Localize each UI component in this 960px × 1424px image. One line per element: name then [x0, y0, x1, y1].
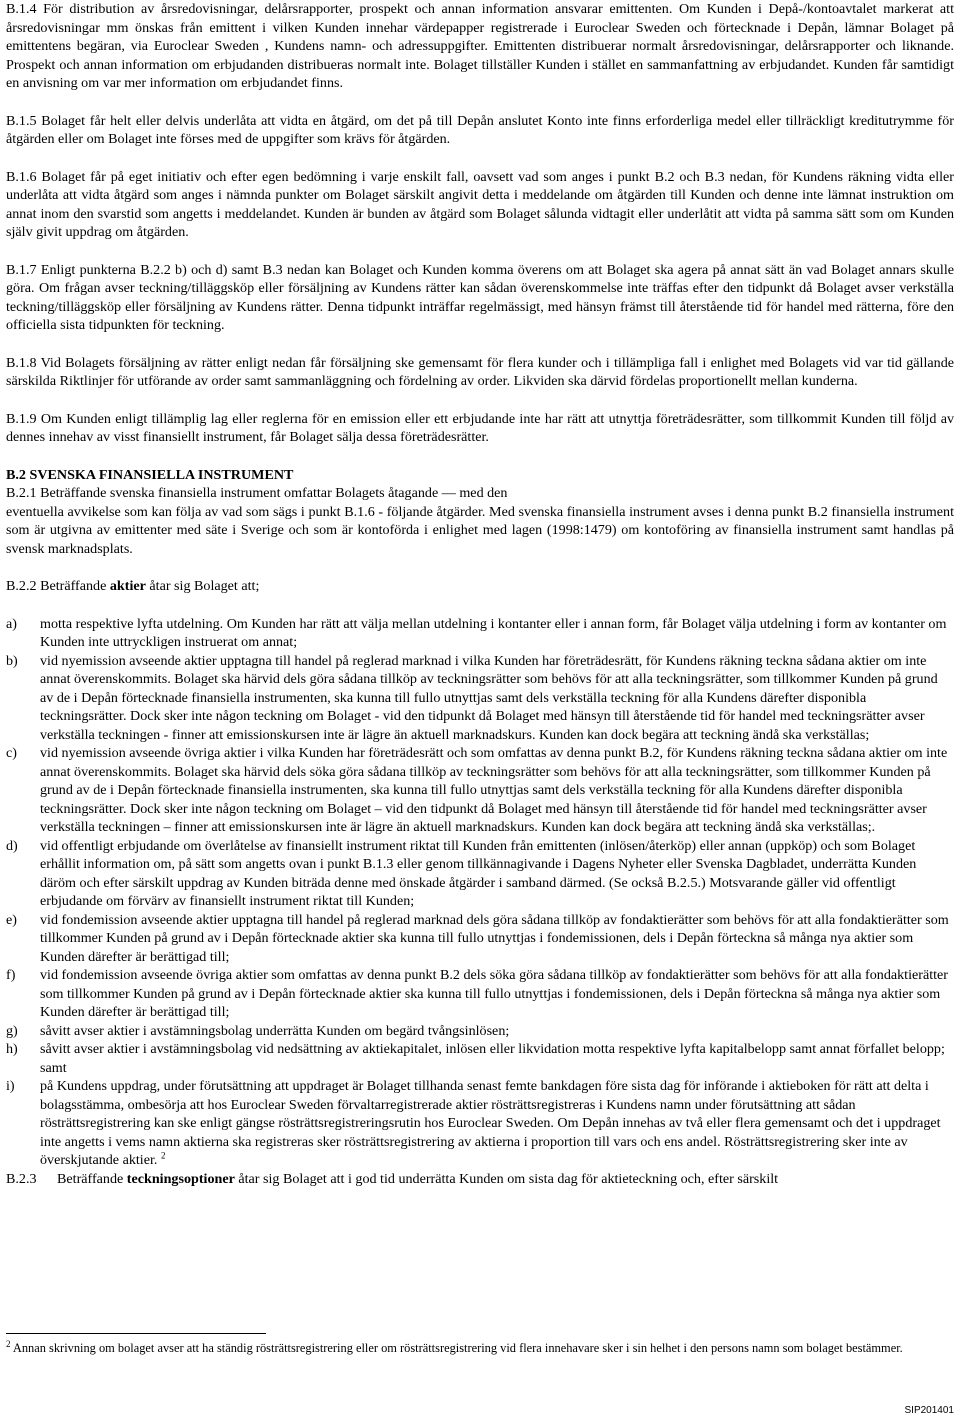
b22-prefix: B.2.2 Beträffande [6, 578, 110, 594]
paragraph-b18: B.1.8 Vid Bolagets försäljning av rätter enligt nedan får försäljning ske gemensamt för flera kunder och i tillämpliga fall i enlighet med Bolagets vid var tid gällande särskilda Riktlinjer för utförande av order samt sammanläggning och fördelning av order. Likviden ska därvid fördelas proportionellt mellan kunderna. [6, 354, 954, 389]
list-item-text: på Kundens uppdrag, under förutsättning att uppdraget är Bolaget tillhanda senast femte bankdagen före sista dag för införande i aktieboken för rätt att delta i bolagsstämma, ombesörja att hos Euroclear Sweden förvaltarregistrerade aktier rösträttsregistreras i Kundens namn under förutsättning att sådan rösträttsregistrering kan ske enligt gängse rösträttsregistreringsrutin hos Euroclear Sweden. Om Depån innehas av två eller flera gemensamt och det i uppdraget inte angetts i vems namn aktierna ska registreras sker rösträttsregistrering av aktierna i proportion till vars och ens andel. Rösträttsregistrering sker inte av överskjutande aktier. [40, 1078, 941, 1168]
list-item-text: vid fondemission avseende aktier upptagna till handel på reglerad marknad dels göra sådana tillköp av fondaktierätter som behövs för att alla fondaktierätter som tillkommer Kunden på grund av i Depån förtecknade aktier ska kunna till fullo utnyttjas i fondemissionen, dels i Depån förteckna så många nya aktier som Kunden därefter är berättigad till; [40, 911, 949, 965]
paragraph-b19: B.1.9 Om Kunden enligt tillämplig lag eller reglerna för en emission eller ett erbjudande inte har rätt att utnyttja företrädesrätter, som tillkommit Kunden till följd av dennes innehav av visst finansiellt instrument, får Bolaget sälja dessa företrädesrätter. [6, 410, 954, 445]
list-item [6, 615, 954, 652]
list-item-mark: a) [6, 615, 17, 632]
list-item-text: vid nyemission avseende övriga aktier i vilka Kunden har företrädesrätt och som omfattas av denna punkt B.2, för Kundens räkning teckna sådana aktier om inte annat överenskommits. Bolaget ska härvid dels söka göra sådana tillköp av teckningsrätter som behövs för att alla teckningsrätter, som tillkommer Kunden på grund av de i Depån förtecknade finansiella instrumenten, ska kunna till fullo utnyttjas samt dels verkställa teckning för alla Kundens därefter disponibla teckningsrätter. Dock sker inte någon teckning om Bolaget – vid den tidpunkt då Bolaget med hänsyn till återstående tid för handel med teckningsrätter avser verkställa teckningen – finner att emissionskursen inte är lägre än aktuell marknadskurs. Kunden kan dock begära att teckning ändå ska verkställas;. [40, 745, 948, 835]
list-item [6, 1077, 954, 1170]
b23-number: B.2.3 [6, 1170, 37, 1187]
list-item-text: såvitt avser aktier i avstämningsbolag underrätta Kunden om begärd tvångsinlösen; [40, 1022, 510, 1039]
footnote-divider [6, 1333, 266, 1334]
list-item-mark: b) [6, 652, 18, 669]
list-item-text: vid offentligt erbjudande om överlåtelse av finansiellt instrument riktat till Kunden från emittenten (inlösen/återköp) eller annan (uppköp) och som Bolaget erhållit information om, på sätt som angetts ovan i punkt B.1.3 eller genom tillkännagivande i Dagens Nyheter eller Svenska Dagbladet, underrätta Kunden däröm och efter särskilt uppdrag av Kunden biträda denne med önskade åtgärder i samband därmed. (Se också B.2.5.) Motsvarande gäller vid offentligt erbjudande om förvärv av finansiellt instrument riktat till Kunden; [40, 837, 917, 909]
list-item-text: vid fondemission avseende övriga aktier som omfattas av denna punkt B.2 dels söka göra sådana tillköp av fondaktierätter som behövs för att alla fondaktierätter som tillkommer Kunden på grund av i Depån förtecknade aktier ska kunna till fullo utnyttjas i fondemissionen, dels i Depån förteckna så många nya aktier som Kunden därefter är berättigad till; [40, 967, 949, 1020]
paragraph-b22 [6, 577, 954, 596]
list-item-mark: d) [6, 837, 18, 854]
list-item [6, 652, 954, 745]
paragraph-b15: B.1.5 Bolaget får helt eller delvis underlåta att vidta en åtgärd, om det på till Depån anslutet Konto inte finns erforderliga medel eller tillräckligt kreditutrymme för åtgärden eller om Bolaget inte förses med de uppgifter som krävs för åtgärden. [6, 112, 954, 147]
paragraph-b21: eventuella avvikelse som kan följa av vad som sägs i punkt B.1.6 - följande åtgärder. Med svenska finansiella instrument avses i denna punkt B.2 finansiella instrument som är utgivna av emittenter med säte i Sverige och som är kontoförda i enlighet med lagen (1998:1479) om kontoföring av finansiella instrument samt handlas på svensk marknadsplats. [6, 503, 954, 557]
list-item-mark: e) [6, 911, 17, 928]
list-item-text: såvitt avser aktier i avstämningsbolag vid nedsättning av aktiekapitalet, inlösen eller likvidation motta respektive lyfta kapitalbelopp samt annat förfallet belopp; samt [40, 1041, 945, 1076]
list-item [6, 744, 954, 837]
list-item [6, 1022, 954, 1041]
list-item-mark: h) [6, 1041, 18, 1057]
list-item-mark: i) [6, 1078, 15, 1094]
footnote-text: Annan skrivning om bolaget avser att ha ständig rösträttsregistrering eller om rösträttsregistrering vid flera innehavare sker i sin helhet i den persons namn som bolaget bestämmer. [10, 1341, 903, 1355]
list-item [6, 911, 954, 967]
paragraph-b16: B.1.6 Bolaget får på eget initiativ och efter egen bedömning i varje enskilt fall, oavsett vad som anges i punkt B.2 och B.3 nedan, för Kundens räkning vidta eller underlåta att vidta åtgärd som anges i nämnda punkter om Bolaget särskilt angivit detta i meddelande om åtgärden till Kunden och denne inte lämnat instruktion om annat inom den svarstid som angetts i meddelandet. Kunden är bunden av åtgärd som Bolaget sålunda vidtagit eller underlåtit att vidta på samma sätt som om Kunden själv givit uppdrag om åtgärden. [6, 168, 954, 240]
paragraph-b14: B.1.4 För distribution av årsredovisningar, delårsrapporter, prospekt och annan information ansvarar emittenten. Om Kunden i Depå-/kontoavtalet markerat att årsredovisningar mm önskas från emittent i vilken Kunden innehar värdepapper registrerade i Euroclear Sweden och förtecknade i Depån, lämnar Bolaget på emittentens begäran, via Euroclear Sweden , Kundens namn- och adressuppgifter. Emittenten distribuerar normalt årsredovisningar, delårsrapporter och liknande. Prospekt och annan information om erbjudanden distribueras normalt inte. Bolaget tillställer Kunden i stället en sammanfattning av erbjudandet. Kunden får samtidigt en anvisning om var mer information om erbjudandet finns. [6, 1, 954, 91]
document-code: SIP201401 [904, 1405, 954, 1416]
list-item [6, 837, 954, 911]
list-item [6, 966, 954, 1022]
list-item-text: motta respektive lyfta utdelning. Om Kunden har rätt att välja mellan utdelning i kontanter eller i annan form, får Bolaget välja utdelning i form av kontanter om Kunden inte uttryckligen instruerat om annat; [40, 615, 947, 650]
footnote [6, 1340, 906, 1357]
b22-suffix: åtar sig Bolaget att; [145, 578, 260, 594]
list-item-mark: g) [6, 1022, 18, 1039]
paragraph-b21-line1: B.2.1 Beträffande svenska finansiella instrument omfattar Bolagets åtagande — med den [6, 485, 508, 501]
paragraph-b17: B.1.7 Enligt punkterna B.2.2 b) och d) samt B.3 nedan kan Bolaget och Kunden komma överens om att Bolaget ska agera på annat sätt än vad Bolaget annars skulle göra. Om frågan avser teckning/tilläggsköp eller försäljning av Kundens rätter kan sådan överenskommelse inte träffas efter den tidpunkt då Bolaget avser verkställa teckning/tilläggsköp eller försäljning av Kundens rätter. Denna tidpunkt inträffar regelmässigt, med hänsyn främst till återstående tid för handel med rätterna, före den officiella sista tidpunkten för teckning. [6, 261, 954, 333]
b23-bold-term: teckningsoptioner [126, 1170, 235, 1187]
list-item-mark: c) [6, 745, 17, 761]
list-item [6, 1040, 954, 1077]
section-b2 [6, 466, 954, 596]
footnote-mark: 2 [6, 1338, 11, 1349]
list-item-text: vid nyemission avseende aktier upptagna till handel på reglerad marknad i vilka Kunden har företrädesrätt, för Kundens räkning teckna sådana aktier om inte annat överenskommits. Bolaget ska härvid dels göra sådana tillköp av teckningsrätter som behövs för att alla teckningsrätter, som tillkommer Kunden på grund av de i Depån förtecknade finansiella instrumenten, ska kunna till fullo utnyttjas samt dels verkställa teckning för alla Kundens därefter disponibla teckningsrätter. Dock sker inte någon teckning om Bolaget - vid den tidpunkt då Bolaget med hänsyn till återstående tid för handel med teckningsrätter avser verkställa teckningen - finner att emissionskursen inte är lägre än aktuell marknadskurs. Kunden kan dock begära att teckning ändå ska verkställas; [40, 652, 938, 743]
list-item-mark: f) [6, 967, 16, 983]
section-heading-b2: B.2 SVENSKA FINANSIELLA INSTRUMENT [6, 466, 294, 483]
b22-bold-term: aktier [109, 578, 146, 594]
b23-suffix: åtar sig Bolaget att i god tid underrätta Kunden om sista dag för aktieteckning och, efter särskilt [234, 1170, 779, 1187]
paragraph-b23 [6, 1170, 954, 1189]
footnote-reference[interactable]: 2 [160, 1150, 166, 1161]
obligations-list [6, 615, 954, 1170]
b23-prefix: Beträffande [57, 1170, 127, 1187]
